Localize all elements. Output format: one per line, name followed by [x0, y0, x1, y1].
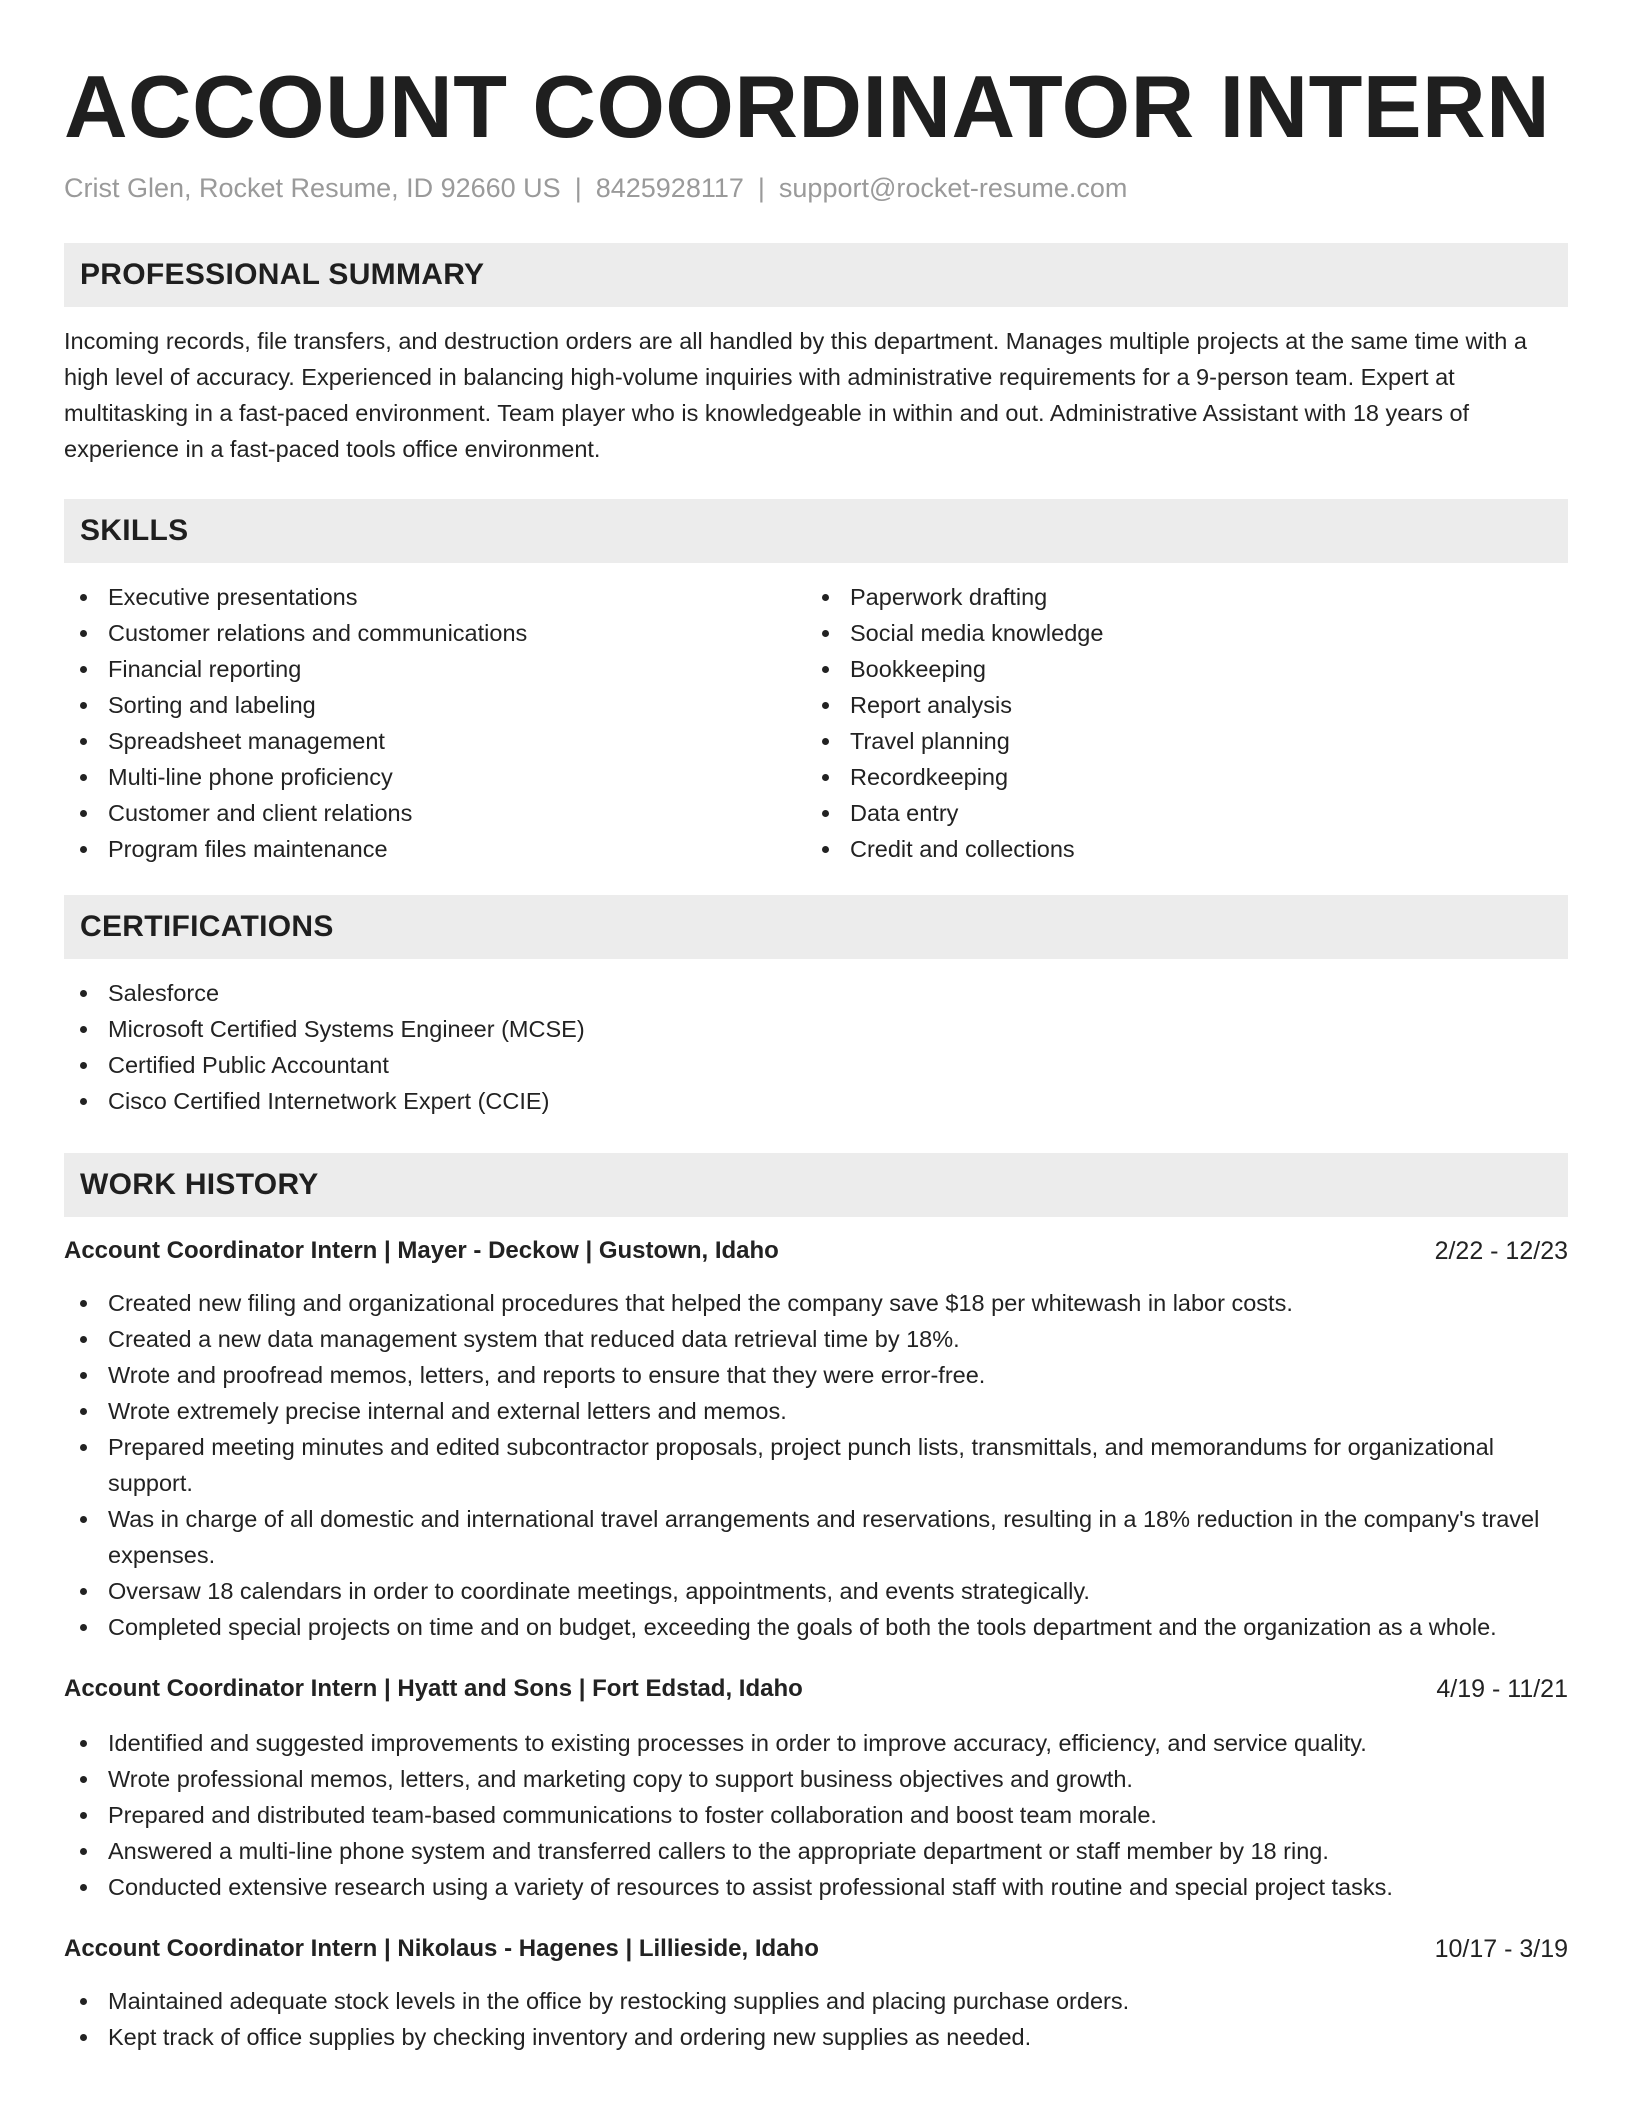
job-header: [64, 1931, 1568, 1967]
contact-phone: 8425928117: [595, 173, 744, 203]
skill-item: Sorting and labeling: [64, 687, 806, 723]
skills-grid: [64, 579, 1568, 867]
job-header: [64, 1233, 1568, 1269]
skill-item: Paperwork drafting: [806, 579, 1548, 615]
skill-item: Spreadsheet management: [64, 723, 806, 759]
job-dates: 10/17 - 3/19: [1434, 1935, 1568, 1963]
skill-item: Program files maintenance: [64, 831, 806, 867]
job-bullet: Prepared and distributed team-based communications to foster collaboration and boost team morale.: [64, 1797, 1568, 1833]
contact-email[interactable]: support@rocket-resume.com: [778, 173, 1128, 203]
job-bullet: Wrote professional memos, letters, and marketing copy to support business objectives and growth.: [64, 1761, 1568, 1797]
contact-separator: |: [574, 173, 582, 203]
certification-item: Salesforce: [64, 975, 1568, 1011]
certifications-list: [64, 975, 1568, 1119]
job-header: [64, 1671, 1568, 1707]
skill-item: Executive presentations: [64, 579, 806, 615]
skill-item: Credit and collections: [806, 831, 1548, 867]
job-bullet: Identified and suggested improvements to existing processes in order to improve accuracy, efficiency, and service quality.: [64, 1725, 1568, 1761]
job-dates: 4/19 - 11/21: [1436, 1675, 1568, 1703]
certification-item: Microsoft Certified Systems Engineer (MCSE): [64, 1011, 1568, 1047]
job-entry: [64, 1931, 1568, 2055]
skills-list-left: [64, 579, 806, 867]
job-heading: Account Coordinator Intern | Mayer - Deckow | Gustown, Idaho: [64, 1237, 779, 1264]
job-bullet: Completed special projects on time and on budget, exceeding the goals of both the tools department and the organization as a whole.: [64, 1609, 1568, 1645]
certification-item: Cisco Certified Internetwork Expert (CCIE): [64, 1083, 1568, 1119]
job-bullet: Maintained adequate stock levels in the office by restocking supplies and placing purchase orders.: [64, 1983, 1568, 2019]
skills-list-right: [806, 579, 1548, 867]
skill-item: Customer relations and communications: [64, 615, 806, 651]
skill-item: Financial reporting: [64, 651, 806, 687]
job-bullet: Conducted extensive research using a variety of resources to assist professional staff with routine and special project tasks.: [64, 1869, 1568, 1905]
skill-item: Bookkeeping: [806, 651, 1548, 687]
section-header-summary: PROFESSIONAL SUMMARY: [64, 243, 1568, 307]
resume-page: [64, 54, 1568, 2055]
job-bullet: Wrote and proofread memos, letters, and reports to ensure that they were error-free.: [64, 1357, 1568, 1393]
job-bullet: Oversaw 18 calendars in order to coordinate meetings, appointments, and events strategically.: [64, 1573, 1568, 1609]
job-bullet: Was in charge of all domestic and international travel arrangements and reservations, resulting in a 18% reduction in the company's travel expenses.: [64, 1501, 1568, 1573]
skill-item: Social media knowledge: [806, 615, 1548, 651]
job-bullet: Prepared meeting minutes and edited subcontractor proposals, project punch lists, transmittals, and memorandums for organizational support.: [64, 1429, 1568, 1501]
job-bullet: Answered a multi-line phone system and transferred callers to the appropriate department or staff member by 18 ring.: [64, 1833, 1568, 1869]
summary-text: Incoming records, file transfers, and destruction orders are all handled by this department. Manages multiple projects at the same time with a high level of accuracy. Experienced in balancing high-volume inquiries with administrative requirements for a 9-person team. Expert at multitasking in a fast-paced environment. Team player who is knowledgeable in within and out. Administrative Assistant with 18 years of experience in a fast-paced tools office environment.: [64, 328, 1527, 462]
job-bullet: Created a new data management system that reduced data retrieval time by 18%.: [64, 1321, 1568, 1357]
contact-line: [64, 170, 1568, 206]
section-header-work-history: WORK HISTORY: [64, 1153, 1568, 1217]
job-bullet: Created new filing and organizational procedures that helped the company save $18 per whitewash in labor costs.: [64, 1285, 1568, 1321]
skill-item: Multi-line phone proficiency: [64, 759, 806, 795]
job-heading: Account Coordinator Intern | Hyatt and Sons | Fort Edstad, Idaho: [64, 1675, 803, 1702]
section-header-skills: SKILLS: [64, 499, 1568, 563]
skill-item: Recordkeeping: [806, 759, 1548, 795]
job-bullet: Kept track of office supplies by checking inventory and ordering new supplies as needed.: [64, 2019, 1568, 2055]
contact-separator: |: [757, 173, 765, 203]
job-bullets: [64, 1725, 1568, 1905]
job-bullet: Wrote extremely precise internal and external letters and memos.: [64, 1393, 1568, 1429]
job-entry: [64, 1671, 1568, 1905]
job-dates: 2/22 - 12/23: [1434, 1237, 1568, 1265]
section-header-certifications: CERTIFICATIONS: [64, 895, 1568, 959]
skill-item: Data entry: [806, 795, 1548, 831]
job-bullets: [64, 1285, 1568, 1645]
job-bullets: [64, 1983, 1568, 2055]
skill-item: Report analysis: [806, 687, 1548, 723]
job-heading: Account Coordinator Intern | Nikolaus - Hagenes | Lillieside, Idaho: [64, 1935, 819, 1962]
job-entry: [64, 1233, 1568, 1645]
candidate-name: ACCOUNT COORDINATOR INTERN: [64, 57, 1551, 156]
certification-item: Certified Public Accountant: [64, 1047, 1568, 1083]
skill-item: Customer and client relations: [64, 795, 806, 831]
skill-item: Travel planning: [806, 723, 1548, 759]
contact-address: Crist Glen, Rocket Resume, ID 92660 US: [64, 173, 561, 203]
